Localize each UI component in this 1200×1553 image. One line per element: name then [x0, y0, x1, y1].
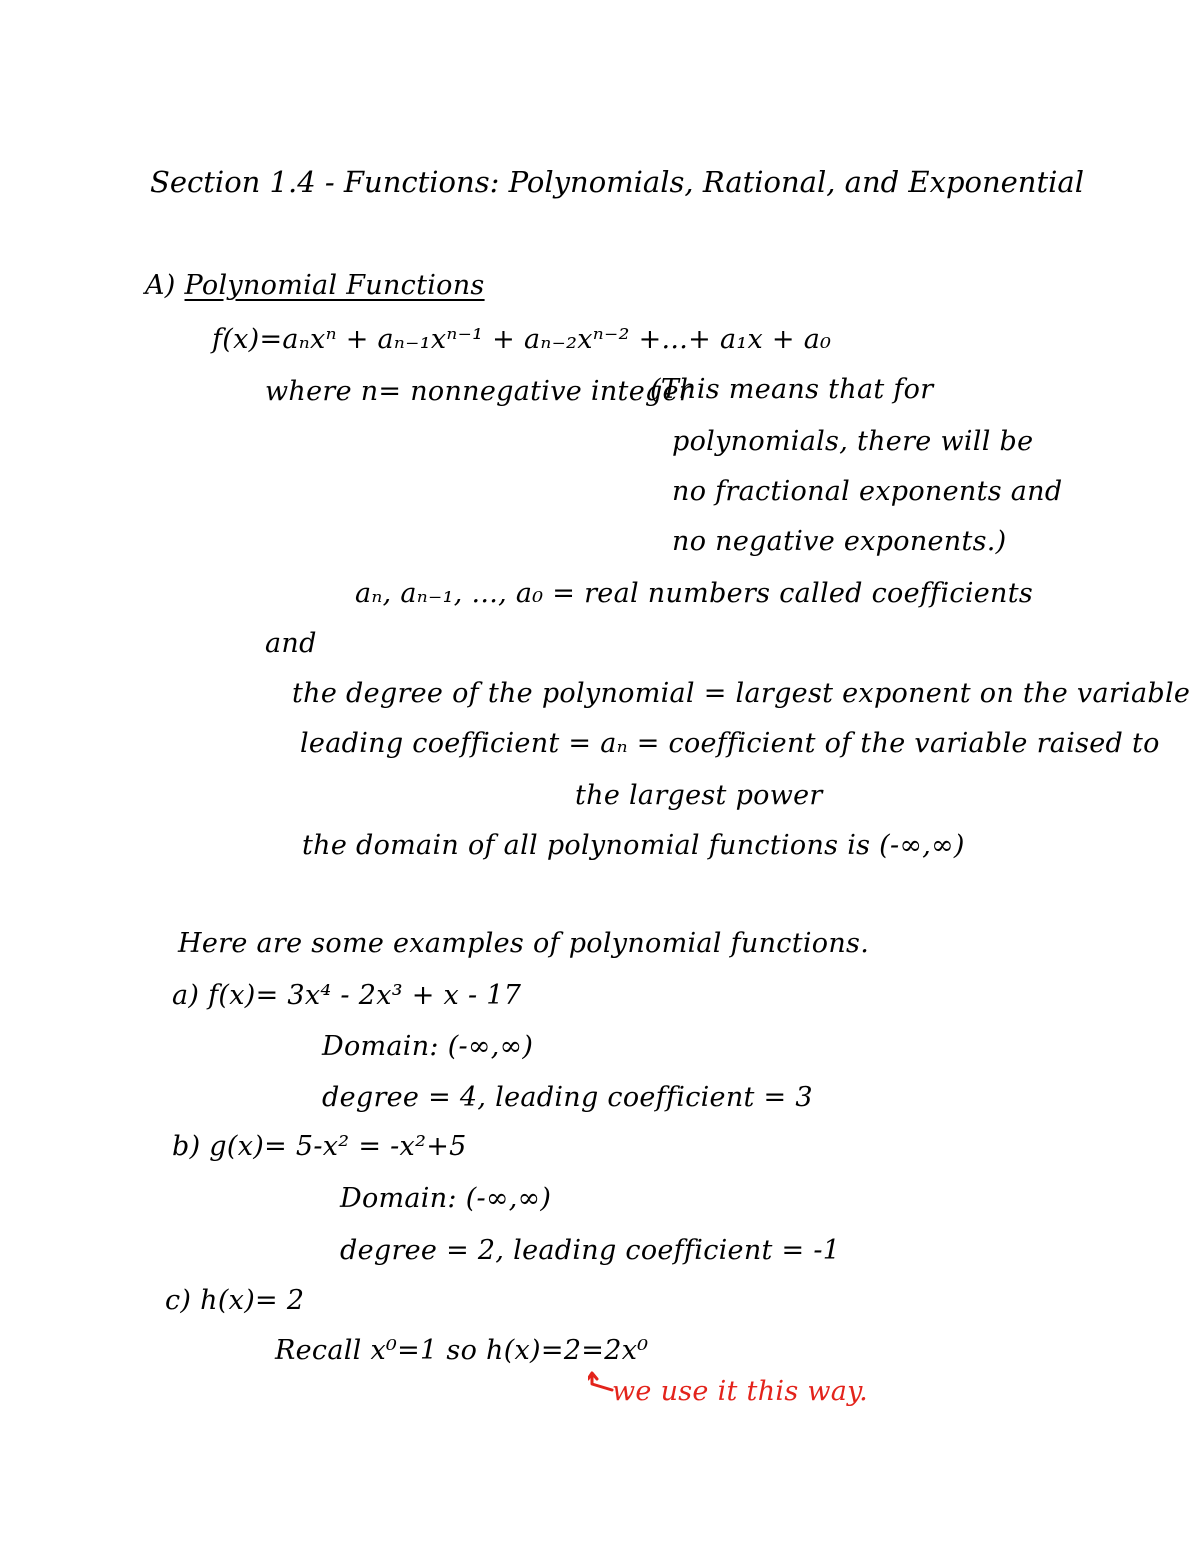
note-line-2: polynomials, there will be [672, 426, 1034, 457]
example-c-recall: Recall x⁰=1 so h(x)=2=2x⁰ [275, 1335, 649, 1366]
example-a-domain: Domain: (-∞,∞) [322, 1031, 534, 1062]
note-line-3: no fractional exponents and [672, 476, 1063, 507]
example-a-degree: degree = 4, leading coefficient = 3 [322, 1082, 813, 1113]
example-c-formula: c) h(x)= 2 [165, 1285, 305, 1316]
note-line-4: no negative exponents.) [672, 526, 1007, 557]
page-title: Section 1.4 - Functions: Polynomials, Rational, and Exponential [150, 165, 1084, 199]
example-a-formula: a) f(x)= 3x⁴ - 2x³ + x - 17 [172, 980, 522, 1011]
section-a-title: Polynomial Functions [184, 270, 485, 301]
example-b-degree: degree = 2, leading coefficient = -1 [340, 1235, 841, 1266]
polynomial-formula: f(x)=aₙxⁿ + aₙ₋₁xⁿ⁻¹ + aₙ₋₂xⁿ⁻² +...+ a₁x + a₀ [212, 324, 832, 355]
leading-coefficient-definition-cont: the largest power [575, 780, 823, 811]
degree-definition: the degree of the polynomial = largest exponent on the variable [292, 678, 1191, 709]
coefficients-text: aₙ, aₙ₋₁, ..., a₀ = real numbers called coefficients [355, 578, 1034, 609]
example-c-annotation: we use it this way. [612, 1376, 869, 1407]
note-line-1: (This means that for [650, 374, 934, 405]
where-n-text: where n= nonnegative integer [265, 376, 693, 407]
section-a-label: A) [145, 270, 176, 301]
section-a-heading [145, 272, 485, 299]
example-b-formula: b) g(x)= 5-x² = -x²+5 [172, 1131, 467, 1162]
example-b-domain: Domain: (-∞,∞) [340, 1183, 552, 1214]
leading-coefficient-definition: leading coefficient = aₙ = coefficient of the variable raised to [300, 728, 1160, 759]
and-text: and [265, 628, 317, 659]
examples-intro: Here are some examples of polynomial functions. [178, 928, 870, 959]
domain-definition: the domain of all polynomial functions is (-∞,∞) [302, 830, 965, 861]
